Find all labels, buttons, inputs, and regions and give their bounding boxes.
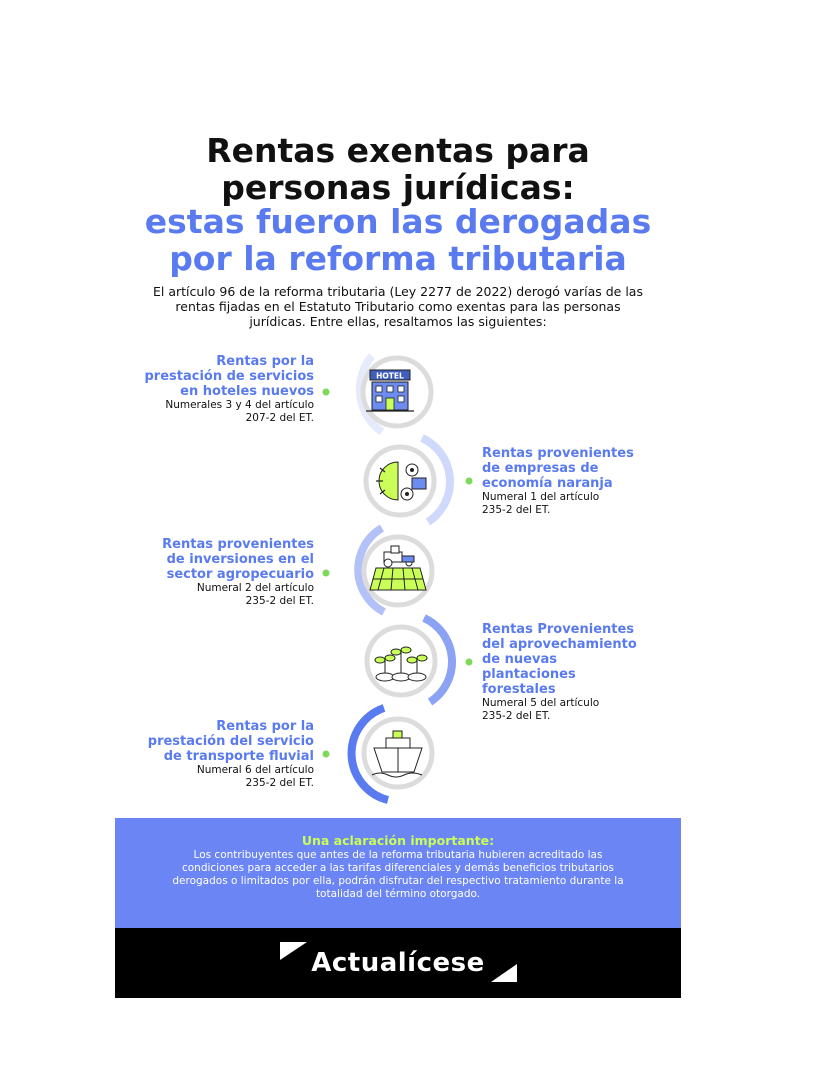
item-forestry <box>482 622 652 722</box>
item-orange-economy-title-line: economía naranja <box>482 476 613 491</box>
clarification-banner <box>115 818 681 928</box>
item-forestry-title-line: de nuevas plantaciones <box>482 652 576 682</box>
item-river-transport <box>144 719 314 789</box>
item-agriculture-reference <box>144 582 314 607</box>
connector-dot-3 <box>323 570 330 577</box>
item-hotels-reference <box>144 399 314 424</box>
clarification-title: Una aclaración importante: <box>301 833 495 848</box>
item-orange-economy-title <box>482 446 652 491</box>
connector-dot-5 <box>323 751 330 758</box>
title-line-3: estas fueron las derogadas <box>144 202 652 241</box>
footer-bar <box>115 928 681 998</box>
brand-logo: Actualícese <box>311 948 485 978</box>
item-forestry-title-line: forestales <box>482 682 556 697</box>
item-river-transport-title-line: Rentas por la <box>216 719 314 734</box>
item-hotels <box>144 354 314 424</box>
connector-dot-1 <box>323 389 330 396</box>
item-river-transport-title-line: prestación del servicio <box>147 734 314 749</box>
intro-paragraph: El artículo 96 de la reforma tributaria (Ley 2277 de 2022) derogó varías de las rentas fijadas en el Estatuto Tributario como exentas para las personas jurídicas. Entre ellas, resaltamos las siguientes: <box>153 284 643 329</box>
item-forestry-title-line: Rentas Provenientes <box>482 622 635 637</box>
item-forestry-reference-line: Numeral 5 del artículo <box>482 697 600 709</box>
item-river-transport-reference-line: 235-2 del ET. <box>245 776 314 789</box>
item-agriculture <box>144 537 314 607</box>
item-river-transport-title-line: de transporte fluvial <box>163 749 314 764</box>
connector-dot-4 <box>466 659 473 666</box>
hotel-icon <box>366 370 414 411</box>
title-line-1: Rentas exentas para <box>206 131 590 170</box>
item-forestry-reference <box>482 697 652 722</box>
item-forestry-reference-line: 235-2 del ET. <box>482 709 551 722</box>
item-orange-economy-reference-line: Numeral 1 del artículo <box>482 491 600 503</box>
item-orange-economy-title-line: de empresas de <box>482 461 599 476</box>
item-hotels-title-line: Rentas por la <box>216 354 314 369</box>
clarification-text: Los contribuyentes que antes de la reforma tributaria hubieren acreditado las condiciones para acceder a las tarifas diferenciales y demás beneficios tributarios derogados o limitados por ella, podrán disfrutar del respectivo tratamiento durante la totalidad del término otorgado. <box>172 849 624 900</box>
item-hotels-title-line: en hoteles nuevos <box>180 384 314 399</box>
item-orange-economy-reference-line: 235-2 del ET. <box>482 503 551 516</box>
title-line-4: por la reforma tributaria <box>169 239 627 278</box>
item-agriculture-reference-line: 235-2 del ET. <box>245 594 314 607</box>
item-hotels-title-line: prestación de servicios <box>144 369 314 384</box>
item-agriculture-title-line: sector agropecuario <box>166 567 314 582</box>
item-agriculture-reference-line: Numeral 2 del artículo <box>196 582 314 594</box>
item-river-transport-title <box>144 719 314 764</box>
hotel-sign-text: HOTEL <box>376 371 404 381</box>
item-hotels-reference-line: 207-2 del ET. <box>245 411 314 424</box>
item-river-transport-reference-line: Numeral 6 del artículo <box>196 764 314 776</box>
item-agriculture-title-line: de inversiones en el <box>166 552 314 567</box>
item-forestry-title <box>482 622 652 697</box>
item-hotels-title <box>144 354 314 399</box>
item-forestry-title-line: del aprovechamiento <box>482 637 637 652</box>
item-agriculture-title <box>144 537 314 582</box>
item-river-transport-reference <box>144 764 314 789</box>
item-agriculture-title-line: Rentas provenientes <box>162 537 314 552</box>
item-orange-economy-title-line: Rentas provenientes <box>482 446 634 461</box>
connector-dot-2 <box>466 478 473 485</box>
item-orange-economy <box>482 446 652 516</box>
item-hotels-reference-line: Numerales 3 y 4 del artículo <box>165 399 314 411</box>
title-line-2: personas jurídicas: <box>221 168 575 207</box>
item-orange-economy-reference <box>482 491 652 516</box>
